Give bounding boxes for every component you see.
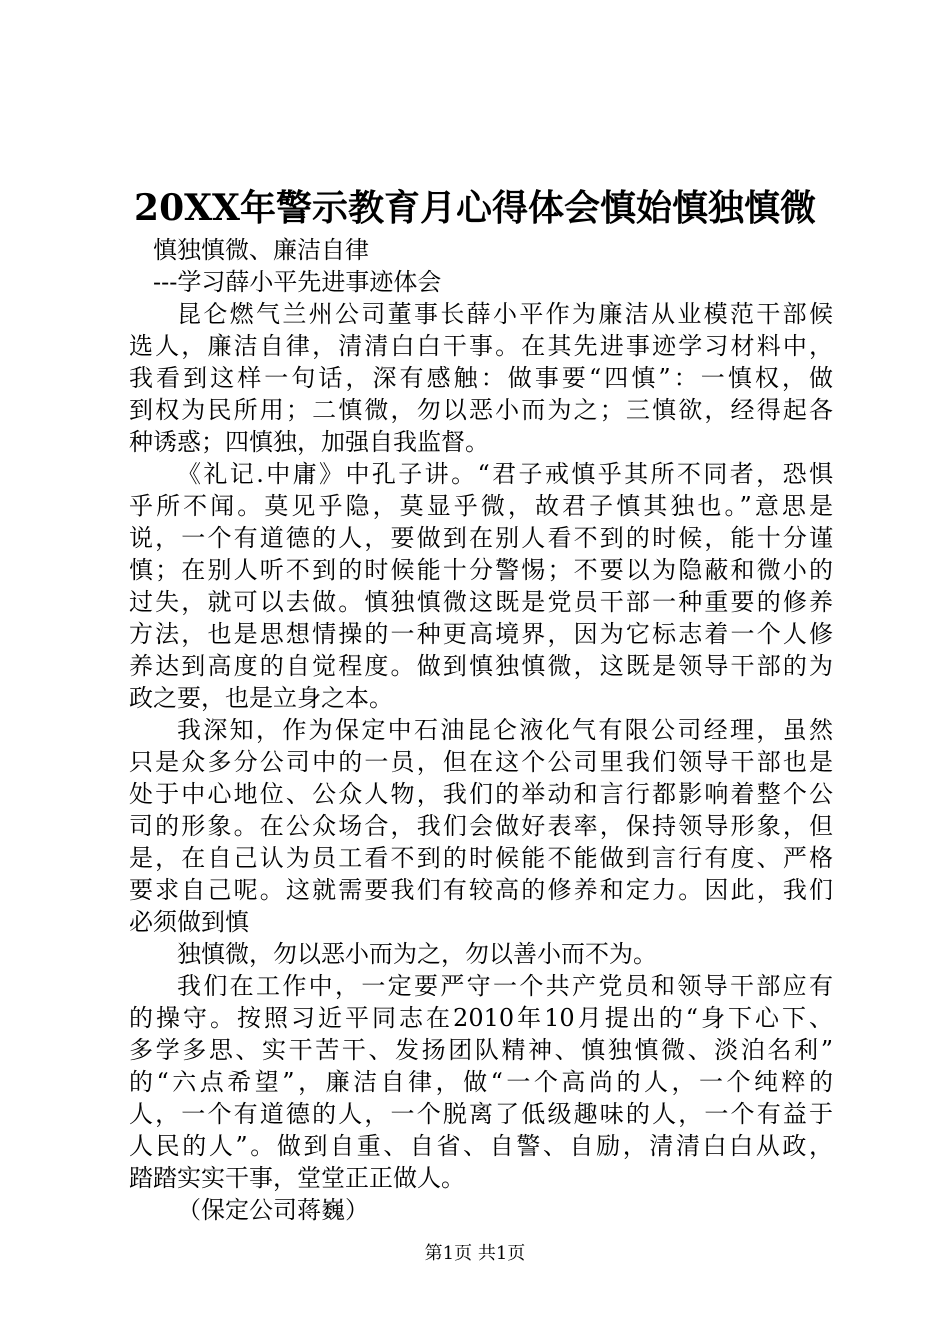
paragraph-line: 方法，也是思想情操的一种更高境界，因为它标志着一个人修 [129, 620, 833, 648]
paragraph-line: 的“六点希望”，廉洁自律，做“一个高尚的人，一个纯粹的 [129, 1068, 833, 1096]
page-footer: 第1页 共1页 [424, 1243, 526, 1264]
paragraph-line: 我深知，作为保定中石油昆仑液化气有限公司经理，虽然 [177, 716, 833, 744]
document-title: 20XX年警示教育月心得体会慎始慎独慎微 [134, 187, 816, 229]
paragraph-line: 司的形象。在公众场合，我们会做好表率，保持领导形象，但 [129, 812, 833, 840]
paragraph-1 [129, 298, 833, 458]
subtitle-secondary: ---学习薛小平先进事迹体会 [153, 268, 442, 296]
paragraph-line: 政之要，也是立身之本。 [129, 684, 393, 712]
paragraph-4 [129, 938, 833, 970]
document-body [129, 234, 833, 1226]
paragraph-line: 我们在工作中，一定要严守一个共产党员和领导干部应有 [177, 972, 833, 1000]
paragraph-5 [129, 970, 833, 1194]
paragraph-line: 我看到这样一句话，深有感触：做事要“四慎”：一慎权，做 [129, 364, 833, 392]
paragraph-line: 人民的人”。做到自重、自省、自警、自励，清清白白从政， [129, 1132, 833, 1160]
paragraph-line: 是，在自己认为员工看不到的时候能不能做到言行有度、严格 [129, 844, 833, 872]
paragraph-line: 养达到高度的自觉程度。做到慎独慎微，这既是领导干部的为 [129, 652, 833, 680]
paragraph-line: 多学多思、实干苦干、发扬团队精神、慎独慎微、淡泊名利” [129, 1036, 833, 1064]
paragraph-line: 处于中心地位、公众人物，我们的举动和言行都影响着整个公 [129, 780, 833, 808]
paragraph-line: 乎所不闻。莫见乎隐，莫显乎微，故君子慎其独也。”意思是 [129, 492, 833, 520]
paragraph-line: 人，一个有道德的人，一个脱离了低级趣味的人，一个有益于 [129, 1100, 833, 1128]
subtitle-primary: 慎独慎微、廉洁自律 [153, 236, 369, 264]
paragraph-line: 的操守。按照习近平同志在2010年10月提出的“身下心下、 [129, 1004, 833, 1032]
paragraph-line: 《礼记.中庸》中孔子讲。“君子戒慎乎其所不同者，恐惧 [177, 460, 833, 488]
paragraph-line: 到权为民所用；二慎微，勿以恶小而为之；三慎欲，经得起各 [129, 396, 833, 424]
paragraph-line: 选人，廉洁自律，清清白白干事。在其先进事迹学习材料中， [129, 332, 833, 360]
paragraph-line: 要求自己呢。这就需要我们有较高的修养和定力。因此，我们 [129, 876, 833, 904]
paragraph-line: 昆仑燃气兰州公司董事长薛小平作为廉洁从业模范干部候 [177, 300, 833, 328]
signature: （保定公司蒋巍） [177, 1196, 369, 1224]
paragraph-line: 种诱惑；四慎独，加强自我监督。 [129, 428, 489, 456]
paragraph-2 [129, 458, 833, 714]
paragraph-line: 慎；在别人听不到的时候能十分警惕；不要以为隐蔽和微小的 [129, 556, 833, 584]
paragraph-line: 只是众多分公司中的一员，但在这个公司里我们领导干部也是 [129, 748, 833, 776]
paragraph-line: 独慎微，勿以恶小而为之，勿以善小而不为。 [177, 940, 657, 968]
paragraph-line: 必须做到慎 [129, 908, 249, 936]
paragraph-line: 踏踏实实干事，堂堂正正做人。 [129, 1164, 465, 1192]
paragraph-line: 说，一个有道德的人，要做到在别人看不到的时候，能十分谨 [129, 524, 833, 552]
paragraph-line: 过失，就可以去做。慎独慎微这既是党员干部一种重要的修养 [129, 588, 833, 616]
paragraph-3 [129, 714, 833, 938]
